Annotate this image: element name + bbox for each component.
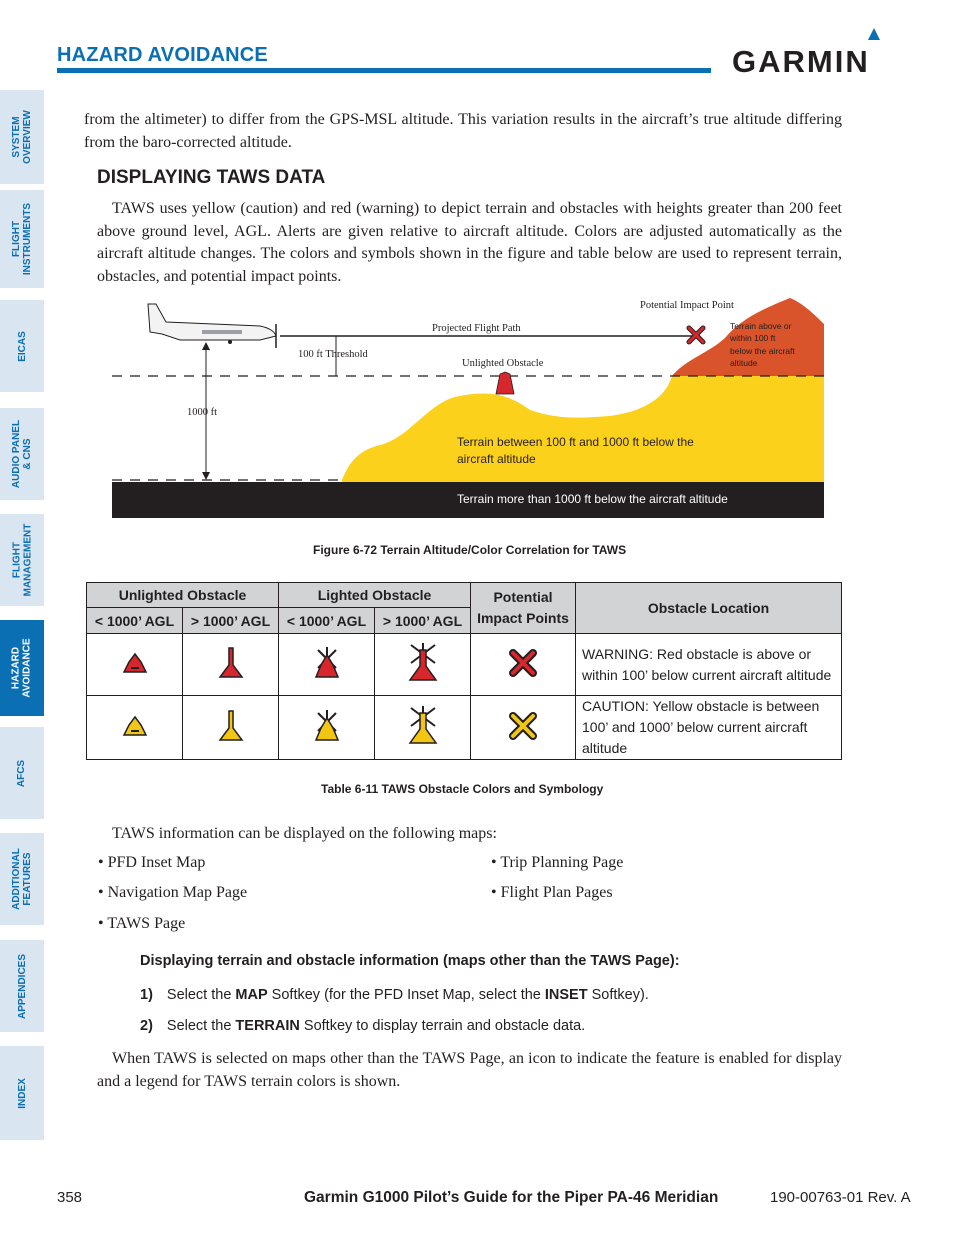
svg-text:Projected Flight Path: Projected Flight Path — [432, 323, 521, 334]
header-location: Obstacle Location — [576, 583, 842, 634]
side-tab-label: FLIGHT INSTRUMENTS — [11, 202, 34, 276]
svg-text:aircraft altitude: aircraft altitude — [457, 452, 536, 466]
header-lit-gt1000: > 1000’ AGL — [375, 608, 471, 634]
intro-paragraph: from the altimeter) to differ from the GPS-MSL altitude. This variation results in the aircraft’s true altitude differing from the baro-corrected altitude. — [84, 111, 842, 151]
unlighted-obstacle-low-red-icon — [120, 648, 150, 678]
side-tab-label: ADDITIONAL FEATURES — [11, 848, 34, 910]
doc-number: 190-00763-01 Rev. A — [770, 1189, 911, 1206]
svg-text:1000 ft: 1000 ft — [187, 407, 218, 418]
svg-text:below the aircraft: below the aircraft — [730, 346, 795, 356]
unlighted-obstacle-high-yellow-icon — [216, 708, 246, 744]
procedure-step-2: 2) Select the TERRAIN Softkey to display terrain and obstacle data. — [140, 1018, 586, 1034]
side-tab-label: HAZARD AVOIDANCE — [11, 638, 34, 698]
svg-text:100 ft Threshold: 100 ft Threshold — [298, 349, 368, 360]
table-row-warning — [87, 634, 842, 696]
maps-list-item: • Navigation Map Page — [98, 884, 248, 901]
figure-caption: Figure 6-72 Terrain Altitude/Color Correlation for TAWS — [313, 543, 627, 557]
header-unlit-lt1000: < 1000’ AGL — [87, 608, 183, 634]
footer-title: Garmin G1000 Pilot’s Guide for the Piper PA-46 Meridian — [304, 1189, 719, 1206]
section-heading: DISPLAYING TAWS DATA — [97, 167, 326, 188]
svg-text:Potential Impact Point: Potential Impact Point — [640, 300, 734, 311]
side-tab-index[interactable] — [0, 1046, 44, 1140]
svg-text:Terrain more than 1000 ft belo: Terrain more than 1000 ft below the aircraft altitude — [457, 492, 728, 506]
header-lighted: Lighted Obstacle — [279, 583, 471, 608]
table-row-caution — [87, 696, 842, 760]
side-tab-hazard-avoidance[interactable] — [0, 620, 44, 716]
maps-list-item: • PFD Inset Map — [98, 854, 206, 871]
maps-list-item: • Trip Planning Page — [491, 854, 624, 871]
side-tab-additional-features[interactable] — [0, 833, 44, 925]
section-paragraph: TAWS uses yellow (caution) and red (warning) to depict terrain and obstacles with heights greater than 200 feet above ground level, AGL. Alerts are given relative to aircraft altitude. Colors are adjusted automatically as the aircraft altitude changes. The colors and symbols shown in the figure and table below are used to represent terrain, obstacles, and potential impact points. — [97, 200, 842, 285]
svg-text:Unlighted Obstacle: Unlighted Obstacle — [462, 358, 544, 369]
svg-text:within 100 ft: within 100 ft — [730, 333, 776, 343]
header-impact: Potential Impact Points — [471, 583, 576, 634]
unlighted-obstacle-low-yellow-icon — [120, 711, 150, 741]
maps-list-item: • Flight Plan Pages — [491, 884, 613, 901]
garmin-logo — [732, 26, 900, 76]
obstacle-location-warning: WARNING: Red obstacle is above or within 100’ below current aircraft altitude — [576, 634, 842, 696]
svg-text:Terrain between 100 ft and 100: Terrain between 100 ft and 1000 ft below the — [457, 435, 694, 449]
svg-text:altitude: altitude — [730, 358, 758, 368]
impact-point-yellow-icon — [507, 710, 539, 742]
side-tab-flight-instruments[interactable] — [0, 190, 44, 288]
airplane-icon — [148, 304, 276, 348]
unlighted-obstacle-high-red-icon — [216, 645, 246, 681]
side-tab-afcs[interactable] — [0, 727, 44, 819]
side-tab-flight-management[interactable] — [0, 514, 44, 606]
side-tab-label: AFCS — [16, 759, 28, 787]
section-title: HAZARD AVOIDANCE — [57, 44, 268, 66]
side-tab-appendices[interactable] — [0, 940, 44, 1032]
side-tab-audio-panel-cns[interactable] — [0, 408, 44, 500]
maps-intro: TAWS information can be displayed on the following maps: — [112, 825, 497, 842]
page-number: 358 — [57, 1189, 83, 1206]
header-lit-lt1000: < 1000’ AGL — [279, 608, 375, 634]
closing-paragraph: When TAWS is selected on maps other than the TAWS Page, an icon to indicate the feature is enabled for display and a legend for TAWS terrain colors is shown. — [97, 1050, 842, 1090]
header-rule — [57, 68, 711, 73]
procedure-heading: Displaying terrain and obstacle information (maps other than the TAWS Page): — [140, 953, 680, 969]
table-caption: Table 6-11 TAWS Obstacle Colors and Symbology — [321, 782, 604, 796]
svg-text:GARMIN: GARMIN — [732, 44, 870, 76]
svg-text:Terrain above or: Terrain above or — [730, 321, 792, 331]
side-tab-label: APPENDICES — [16, 953, 28, 1019]
header-unlit-gt1000: > 1000’ AGL — [183, 608, 279, 634]
lighted-obstacle-high-yellow-icon — [406, 705, 440, 747]
terrain-figure — [110, 290, 826, 522]
side-tab-label: AUDIO PANEL & CNS — [11, 419, 33, 489]
header-unlighted: Unlighted Obstacle — [87, 583, 279, 608]
side-tab-system-overview[interactable] — [0, 90, 44, 184]
side-tab-label: INDEX — [16, 1077, 28, 1109]
obstacle-location-caution: CAUTION: Yellow obstacle is between 100’ and 1000’ below current aircraft altitude — [576, 696, 842, 760]
lighted-obstacle-low-yellow-icon — [312, 708, 342, 744]
procedure-step-1: 1) Select the MAP Softkey (for the PFD Inset Map, select the INSET Softkey). — [140, 987, 649, 1003]
unlighted-obstacle-icon — [496, 372, 514, 394]
lighted-obstacle-low-red-icon — [312, 645, 342, 681]
impact-point-red-icon — [507, 647, 539, 679]
obstacle-symbology-table — [86, 582, 842, 760]
side-tab-eicas[interactable] — [0, 300, 44, 392]
side-tab-label: SYSTEM OVERVIEW — [11, 110, 33, 164]
side-tab-label: FLIGHT MANAGEMENT — [11, 523, 33, 597]
maps-list-item: • TAWS Page — [98, 915, 186, 932]
lighted-obstacle-high-red-icon — [406, 642, 440, 684]
side-tab-label: EICAS — [16, 330, 28, 362]
